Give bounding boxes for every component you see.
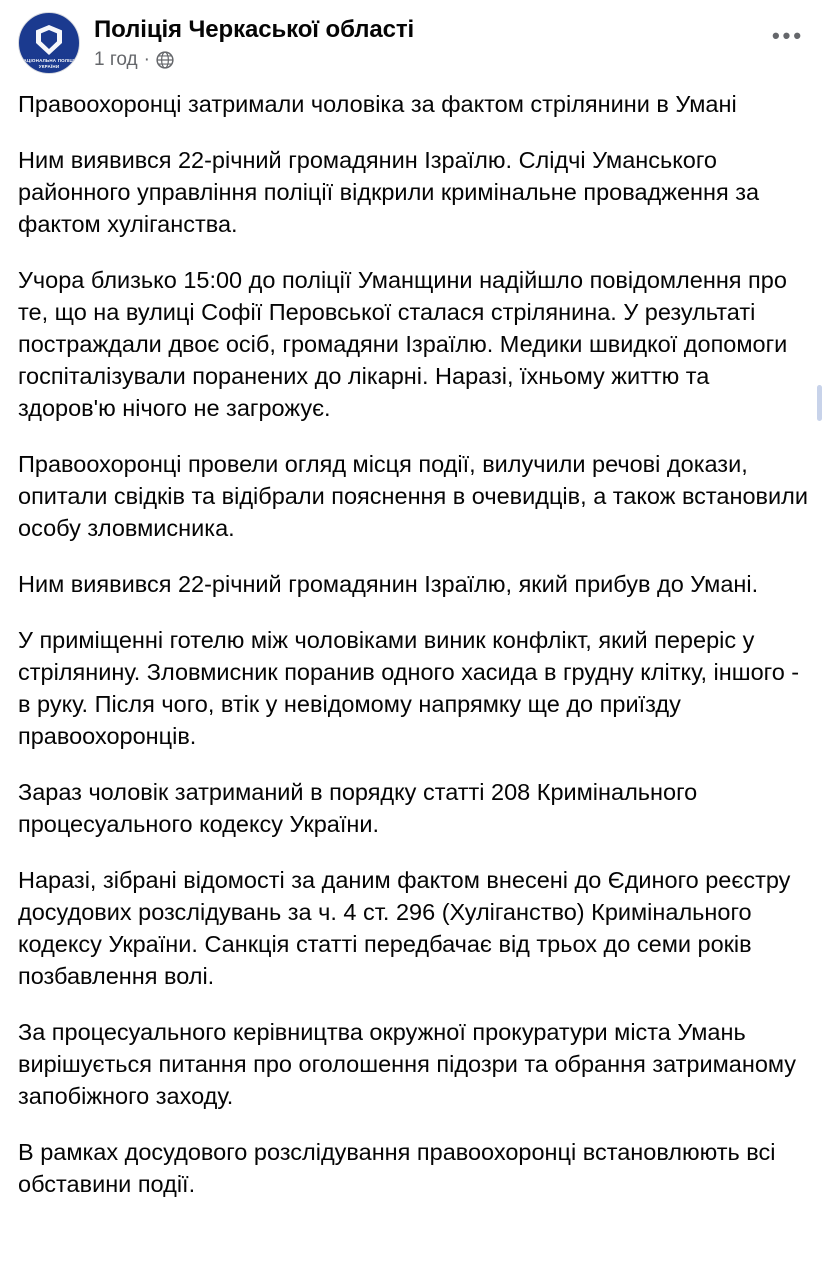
post-paragraph: За процесуального керівництва окружної прокуратури міста Умань вирішується питання про оголошення підозри та обрання затриманому запобіжного заходу. (18, 1019, 797, 1109)
avatar[interactable] (18, 12, 80, 74)
post-paragraph: Ним виявився 22-річний громадянин Ізраїлю, який прибув до Умані. (18, 571, 759, 597)
post-paragraph: У приміщенні готелю між чоловіками виник конфлікт, який переріс у стрілянину. Зловмисник поранив одного хасида в грудну клітку, іншого - в руку. Після чого, втік у невідомому напрямку ще до приїзду правоохоронців. (18, 627, 800, 749)
post-header-text (94, 12, 808, 71)
meta-separator: · (143, 49, 150, 70)
post-header (0, 0, 826, 78)
scrollbar-thumb[interactable] (817, 385, 822, 421)
post-paragraph: В рамках досудового розслідування правоохоронці встановлюють всі обставини події. (18, 1139, 776, 1197)
post-paragraph: Учора близько 15:00 до поліції Уманщини надійшло повідомлення про те, що на вулиці Софії Перовської сталася стрілянина. У результаті постраждали двоє осіб, громадяни Ізраїлю. Медики швидкої допомоги госпіталізували поранених до лікарні. Наразі, їхньому життю та здоров'ю нічого не загрожує. (18, 267, 788, 421)
post-paragraph: Зараз чоловік затриманий в порядку статті 208 Кримінального процесуального кодексу України. (18, 779, 698, 837)
post-timestamp[interactable]: 1 год (94, 49, 138, 70)
post-paragraph: Наразі, зібрані відомості за даним фактом внесені до Єдиного реєстру досудових розслідувань за ч. 4 ст. 296 (Хуліганство) Кримінального кодексу України. Санкція статті передбачає від трьох до семи років позбавлення волі. (18, 867, 791, 989)
post-paragraph: Правоохоронці провели огляд місця події, вилучили речові докази, опитали свідків та відібрали пояснення в очевидців, а також встановили особу зловмисника. (18, 451, 809, 541)
post-meta (94, 49, 808, 71)
avatar-badge-text: НАЦІОНАЛЬНА ПОЛІЦІЯ УКРАЇНИ (20, 58, 78, 69)
post-paragraph: Ним виявився 22-річний громадянин Ізраїлю. Слідчі Уманського районного управління поліції відкрили кримінальне провадження за фактом хуліганства. (18, 147, 760, 237)
globe-icon[interactable] (156, 51, 174, 69)
page-title[interactable]: Поліція Черкаської області (94, 16, 415, 43)
post-body (0, 78, 826, 1218)
more-options-button[interactable]: ••• (771, 23, 805, 48)
post-paragraph: Правоохоронці затримали чоловіка за фактом стрілянини в Умані (18, 91, 737, 117)
